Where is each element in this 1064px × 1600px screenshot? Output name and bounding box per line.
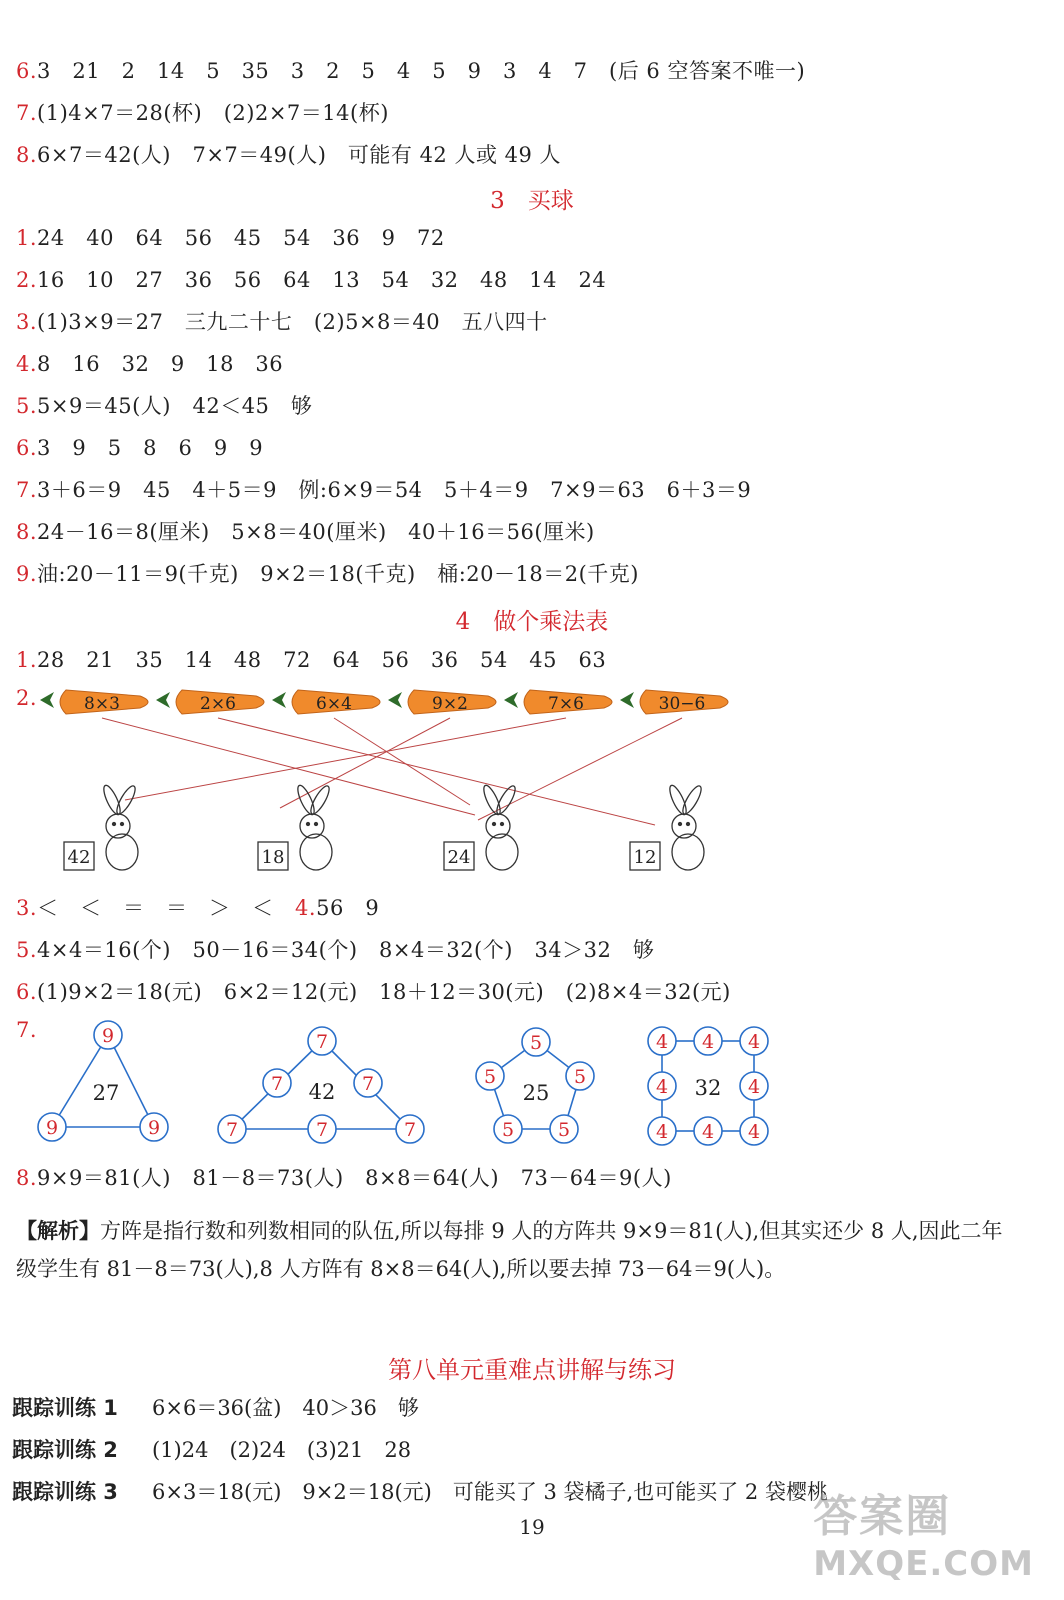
- s3-answer-9: [16, 558, 639, 588]
- carrot: [504, 690, 612, 714]
- node-number: 4: [655, 1121, 669, 1143]
- carrot: [40, 690, 148, 714]
- section-title-multiplication-table: 4 做个乘法表: [455, 609, 609, 635]
- node-number: 7: [315, 1031, 329, 1053]
- answer-text: (1)3×9＝27 三九二十七 (2)5×8＝40 五八四十: [37, 310, 548, 334]
- answer-line-8: [16, 139, 561, 169]
- s3-answer-6: [16, 432, 263, 462]
- question-number: 2.: [16, 686, 38, 710]
- leaf-icon: [620, 692, 634, 708]
- carrot-rabbit-matching-diagram: [30, 680, 790, 880]
- answer-text: (1)4×7＝28(杯) (2)2×7＝14(杯): [37, 101, 389, 125]
- match-line: [125, 718, 566, 800]
- matching-lines: [102, 718, 682, 825]
- answer-text: 5×9＝45(人) 42＜45 够: [37, 394, 313, 418]
- match-line: [218, 718, 655, 825]
- tracking-exercise-3: [12, 1476, 828, 1506]
- question-number: 7.: [16, 101, 38, 125]
- answer-line-6: [16, 55, 805, 85]
- answer-text: (1)9×2＝18(元) 6×2＝12(元) 18＋12＝30(元) (2)8×4＝32(元): [37, 980, 731, 1004]
- match-line: [280, 718, 450, 808]
- center-number: 32: [694, 1076, 722, 1100]
- watermark: [813, 1480, 1034, 1584]
- rabbit-number: 18: [261, 847, 285, 868]
- analysis-text: 方阵是指行数和列数相同的队伍,所以每排 9 人的方阵共 9×9＝81(人),但其实还少 8 人,因此二年级学生有 81－8＝73(人),8 人方阵有 8×8＝64(人),所以要去掉 73－64＝9(人)。: [16, 1219, 1003, 1281]
- question-number: 6.: [16, 436, 38, 460]
- question-number: 4.: [16, 352, 38, 376]
- answer-line-7: [16, 97, 389, 127]
- node-number: 7: [270, 1073, 284, 1095]
- node-number: 4: [701, 1031, 715, 1053]
- node-number: 4: [747, 1031, 761, 1053]
- node-number: 5: [483, 1066, 497, 1088]
- leaf-icon: [156, 692, 170, 708]
- section-title-buy-balls: 3 买球: [490, 188, 574, 214]
- rabbit: [630, 783, 704, 870]
- s3-answer-2: [16, 264, 606, 294]
- question-number: 7.: [16, 478, 38, 502]
- rabbit-icon: [481, 783, 519, 870]
- carrot-label: 8×3: [84, 694, 120, 714]
- carrot-label: 2×6: [200, 694, 236, 714]
- node-number: 7: [225, 1119, 239, 1141]
- rabbit: [258, 783, 332, 870]
- question-number: 5.: [16, 938, 38, 962]
- answer-text: 9×9＝81(人) 81－8＝73(人) 8×8＝64(人) 73－64＝9(人): [37, 1166, 672, 1190]
- node-number: 4: [747, 1121, 761, 1143]
- s3-answer-8: [16, 516, 595, 546]
- answer-text: 8 16 32 9 18 36: [37, 352, 284, 376]
- tracking-answer: 6×6＝36(盆) 40＞36 够: [152, 1396, 419, 1420]
- answer-text: 24－16＝8(厘米) 5×8＝40(厘米) 40＋16＝56(厘米): [37, 520, 595, 544]
- unit8-title: 第八单元重难点讲解与练习: [388, 1356, 676, 1384]
- rabbit-icon: [667, 783, 705, 870]
- leaf-icon: [388, 692, 402, 708]
- question-number: 4.: [295, 896, 317, 920]
- carrot-label: 7×6: [548, 694, 584, 714]
- node-number: 5: [557, 1119, 571, 1141]
- question-number: 8.: [16, 143, 38, 167]
- s3-answer-5: [16, 390, 312, 420]
- analysis-paragraph: [16, 1212, 1006, 1288]
- center-number: 25: [522, 1081, 550, 1105]
- s4-answer-5: [16, 934, 654, 964]
- node-number: 7: [403, 1119, 417, 1141]
- s4-answer-3-4: [16, 892, 379, 922]
- answer-text: 24 40 64 56 45 54 36 9 72: [37, 226, 445, 250]
- tracking-answer: (1)24 (2)24 (3)21 28: [152, 1438, 412, 1462]
- rabbit-number: 42: [67, 847, 91, 868]
- carrot-label: 6×4: [316, 694, 352, 714]
- center-number: 42: [308, 1080, 336, 1104]
- tracking-exercise-1: [12, 1392, 419, 1422]
- node-number: 5: [573, 1066, 587, 1088]
- question-number: 1.: [16, 648, 38, 672]
- question-number: 8.: [16, 1166, 38, 1190]
- node-number: 7: [361, 1073, 375, 1095]
- question-number: 7.: [16, 1018, 38, 1042]
- question-number: 5.: [16, 394, 38, 418]
- question-number: 1.: [16, 226, 38, 250]
- carrot: [388, 690, 496, 714]
- tracking-label: 跟踪训练 2: [12, 1438, 118, 1462]
- question-number: 3.: [16, 896, 38, 920]
- rabbit-number: 24: [447, 847, 471, 868]
- node-number: 7: [315, 1119, 329, 1141]
- tracking-answer: 6×3＝18(元) 9×2＝18(元) 可能买了 3 袋橘子,也可能买了 2 袋樱桃: [152, 1480, 828, 1504]
- carrot: [272, 690, 380, 714]
- carrot-label: 9×2: [432, 694, 468, 714]
- rabbit-number: 12: [633, 847, 657, 868]
- page-number: 19: [519, 1515, 545, 1539]
- question-number: 8.: [16, 520, 38, 544]
- carrot-label: 30−6: [658, 694, 706, 714]
- node-number: 4: [747, 1076, 761, 1098]
- node-number: 4: [655, 1031, 669, 1053]
- analysis-tag: 【解析】: [16, 1219, 100, 1243]
- s3-answer-4: [16, 348, 283, 378]
- match-line: [334, 718, 470, 805]
- rabbit-icon: [101, 783, 139, 870]
- leaf-icon: [272, 692, 286, 708]
- question-number: 6.: [16, 980, 38, 1004]
- rabbit: [444, 783, 518, 870]
- match-line: [102, 718, 475, 815]
- tracking-label: 跟踪训练 3: [12, 1480, 118, 1504]
- answer-text: 16 10 27 36 56 64 13 54 32 48 14 24: [37, 268, 607, 292]
- answer-text: 3 21 2 14 5 35 3 2 5 4 5 9 3 4 7 (后 6 空答案不唯一): [37, 59, 806, 83]
- s4-answer-8: [16, 1162, 672, 1192]
- rabbit: [64, 783, 138, 870]
- answer-text: 油:20－11＝9(千克) 9×2＝18(千克) 桶:20－18＝2(千克): [37, 562, 640, 586]
- s3-answer-7: [16, 474, 751, 504]
- answer-text: 28 21 35 14 48 72 64 56 36 54 45 63: [37, 648, 607, 672]
- s3-answer-1: [16, 222, 445, 252]
- tracking-label: 跟踪训练 1: [12, 1396, 118, 1420]
- s4-answer-1: [16, 644, 606, 674]
- answer-text: 56 9: [316, 896, 380, 920]
- node-number: 5: [529, 1032, 543, 1054]
- node-number: 4: [655, 1076, 669, 1098]
- answer-text: 3＋6＝9 45 4＋5＝9 例:6×9＝54 5＋4＝9 7×9＝63 6＋3＝9: [37, 478, 752, 502]
- carrot: [156, 690, 264, 714]
- node-number: 4: [701, 1121, 715, 1143]
- node-number: 9: [147, 1117, 161, 1139]
- answer-text: 6×7＝42(人) 7×7＝49(人) 可能有 42 人或 49 人: [37, 143, 562, 167]
- node-number: 5: [501, 1119, 515, 1141]
- question-number: 2.: [16, 268, 38, 292]
- carrot: [620, 690, 728, 714]
- s3-answer-3: [16, 306, 548, 336]
- number-shapes-diagram: [30, 1015, 790, 1155]
- question-number: 9.: [16, 562, 38, 586]
- answer-text: 3 9 5 8 6 9 9: [37, 436, 264, 460]
- s4-answer-6: [16, 976, 731, 1006]
- answer-text: 4×4＝16(个) 50－16＝34(个) 8×4＝32(个) 34＞32 够: [37, 938, 655, 962]
- watermark-url: MXQE.COM: [813, 1544, 1034, 1584]
- node-number: 9: [45, 1117, 59, 1139]
- center-number: 27: [92, 1081, 120, 1105]
- question-number: 3.: [16, 310, 38, 334]
- leaf-icon: [40, 692, 54, 708]
- rabbit-icon: [295, 783, 333, 870]
- leaf-icon: [504, 692, 518, 708]
- question-number: 6.: [16, 59, 38, 83]
- answer-text: ＜ ＜ ＝ ＝ ＞ ＜: [37, 896, 274, 920]
- node-number: 9: [101, 1025, 115, 1047]
- watermark-logo: 答案圈: [813, 1491, 952, 1542]
- tracking-exercise-2: [12, 1434, 411, 1464]
